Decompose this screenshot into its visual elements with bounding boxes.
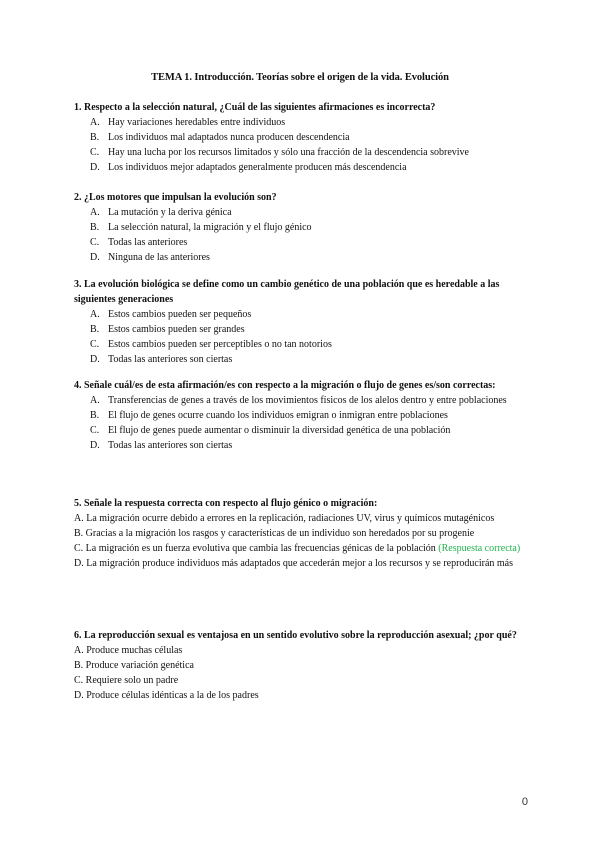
question-2 <box>74 190 530 265</box>
option-a: A. Hay variaciones heredables entre individuos <box>90 117 286 128</box>
option-d: D. Los individuos mejor adaptados generalmente producen más descendencia <box>90 162 407 173</box>
option-text: C. La migración es un fuerza evolutiva que cambia las frecuencias génicas de la población <box>74 543 436 554</box>
question-3 <box>74 277 530 367</box>
option-a: A. La mutación y la deriva génica <box>90 207 232 218</box>
option-c: C. El flujo de genes puede aumentar o disminuir la diversidad genética de una población <box>90 425 451 436</box>
option-a: A. Estos cambios pueden ser pequeños <box>90 309 252 320</box>
question-5 <box>74 496 530 571</box>
correct-answer-note: (Respuesta correcta) <box>438 543 521 554</box>
question-text: 5. Señale la respuesta correcta con respecto al flujo génico o migración: <box>74 498 378 509</box>
page-title: TEMA 1. Introducción. Teorías sobre el origen de la vida. Evolución <box>151 72 449 83</box>
option-b: B. Gracias a la migración los rasgos y características de un individuo son heredados por su progenie <box>74 528 475 539</box>
question-4 <box>74 378 530 453</box>
option-a: A. La migración ocurre debido a errores en la replicación, radiaciones UV, virus y químicos mutagénicos <box>74 513 495 524</box>
option-d: D. Ninguna de las anteriores <box>90 252 210 263</box>
option-b: B. Produce variación genética <box>74 660 194 671</box>
question-text: 6. La reproducción sexual es ventajosa en un sentido evolutivo sobre la reproducción asexual; ¿por qué? <box>74 630 517 641</box>
option-b: B. La selección natural, la migración y el flujo génico <box>90 222 312 233</box>
option-d: D. Todas las anteriores son ciertas <box>90 440 233 451</box>
question-text: 1. Respecto a la selección natural, ¿Cuál de las siguientes afirmaciones es incorrecta? <box>74 102 436 113</box>
question-6 <box>74 628 530 703</box>
option-a: A. Transferencias de genes a través de los movimientos físicos de los alelos dentro y entre poblaciones <box>90 395 507 406</box>
option-d: D. La migración produce individuos más adaptados que accederán mejor a los recursos y se reproducirán más <box>74 558 514 569</box>
option-b: B. Los individuos mal adaptados nunca producen descendencia <box>90 132 350 143</box>
option-a: A. Produce muchas células <box>74 645 183 656</box>
question-text: 3. La evolución biológica se define como un cambio genético de una población que es heredable a las siguientes generaciones <box>74 279 500 305</box>
option-c: C. Todas las anteriores <box>90 237 188 248</box>
option-b: B. El flujo de genes ocurre cuando los individuos emigran o inmigran entre poblaciones <box>90 410 448 421</box>
option-c <box>74 541 530 556</box>
option-c: C. Requiere solo un padre <box>74 675 179 686</box>
option-d: D. Todas las anteriores son ciertas <box>90 354 233 365</box>
option-c: C. Estos cambios pueden ser perceptibles o no tan notorios <box>90 339 332 350</box>
question-text: 2. ¿Los motores que impulsan la evolución son? <box>74 192 277 203</box>
option-b: B. Estos cambios pueden ser grandes <box>90 324 245 335</box>
question-text: 4. Señale cuál/es de esta afirmación/es con respecto a la migración o flujo de genes es/son correctas: <box>74 380 496 391</box>
question-1 <box>74 100 530 175</box>
page-number: 0 <box>521 796 528 808</box>
option-c: C. Hay una lucha por los recursos limitados y sólo una fracción de la descendencia sobrevive <box>90 147 469 158</box>
option-d: D. Produce células idénticas a la de los padres <box>74 690 259 701</box>
